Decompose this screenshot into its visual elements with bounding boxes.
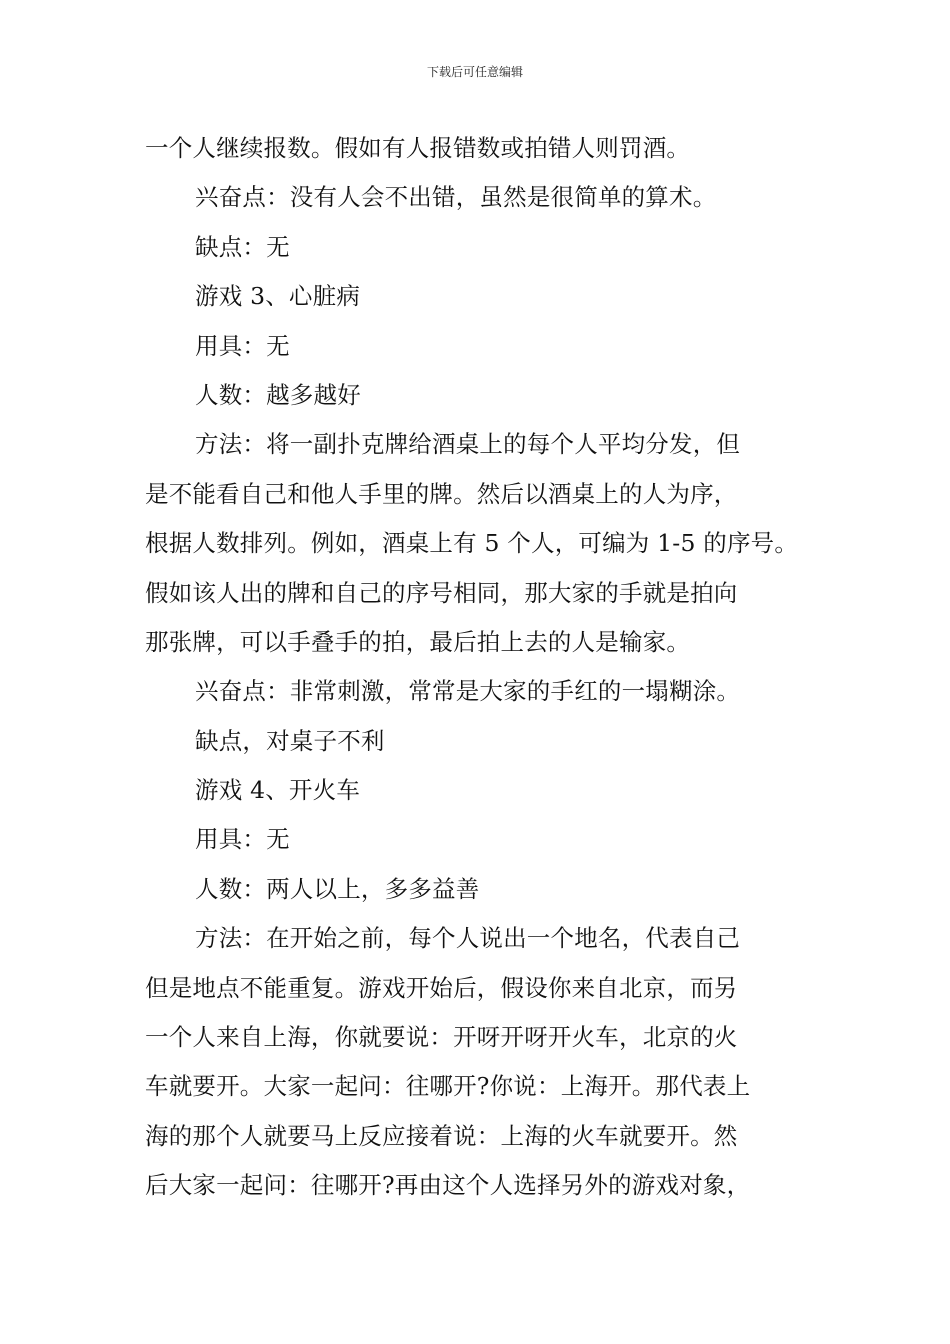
text-line: 游戏 4、开火车 bbox=[195, 776, 361, 805]
text-line: 人数：两人以上，多多益善 bbox=[195, 874, 480, 903]
text-line: 假如该人出的牌和自己的序号相同，那大家的手就是拍向 bbox=[145, 578, 738, 607]
text-line: 海的那个人就要马上反应接着说：上海的火车就要开。然 bbox=[145, 1121, 738, 1150]
text-line: 车就要开。大家一起问：往哪开?你说：上海开。那代表上 bbox=[145, 1072, 751, 1101]
text-line: 后大家一起问：往哪开?再由这个人选择另外的游戏对象， bbox=[145, 1171, 751, 1200]
text-line: 那张牌，可以手叠手的拍，最后拍上去的人是输家。 bbox=[145, 627, 691, 656]
text-line: 是不能看自己和他人手里的牌。然后以酒桌上的人为序， bbox=[145, 479, 738, 508]
text-line: 用具：无 bbox=[195, 331, 290, 360]
text-line: 人数：越多越好 bbox=[195, 380, 361, 409]
text-line: 但是地点不能重复。游戏开始后，假设你来自北京，而另 bbox=[145, 973, 738, 1002]
text-line: 兴奋点：非常刺激，常常是大家的手红的一塌糊涂。 bbox=[195, 677, 741, 706]
text-line: 缺点，对桌子不利 bbox=[195, 726, 385, 755]
text-line: 用具：无 bbox=[195, 825, 290, 854]
text-line: 兴奋点：没有人会不出错，虽然是很简单的算术。 bbox=[195, 183, 717, 212]
text-line: 方法：将一副扑克牌给酒桌上的每个人平均分发，但 bbox=[195, 430, 741, 459]
text-line: 根据人数排列。例如，酒桌上有 5 个人，可编为 1-5 的序号。 bbox=[145, 529, 799, 558]
text-line: 方法：在开始之前，每个人说出一个地名，代表自己 bbox=[195, 924, 741, 953]
text-line: 缺点：无 bbox=[195, 232, 290, 261]
text-line: 游戏 3、心脏病 bbox=[195, 282, 361, 311]
page-header: 下载后可任意编辑 bbox=[426, 65, 523, 79]
text-line: 一个人来自上海，你就要说：开呀开呀开火车，北京的火 bbox=[145, 1023, 738, 1052]
text-line: 一个人继续报数。假如有人报错数或拍错人则罚酒。 bbox=[145, 134, 691, 162]
document-body bbox=[145, 124, 817, 1211]
